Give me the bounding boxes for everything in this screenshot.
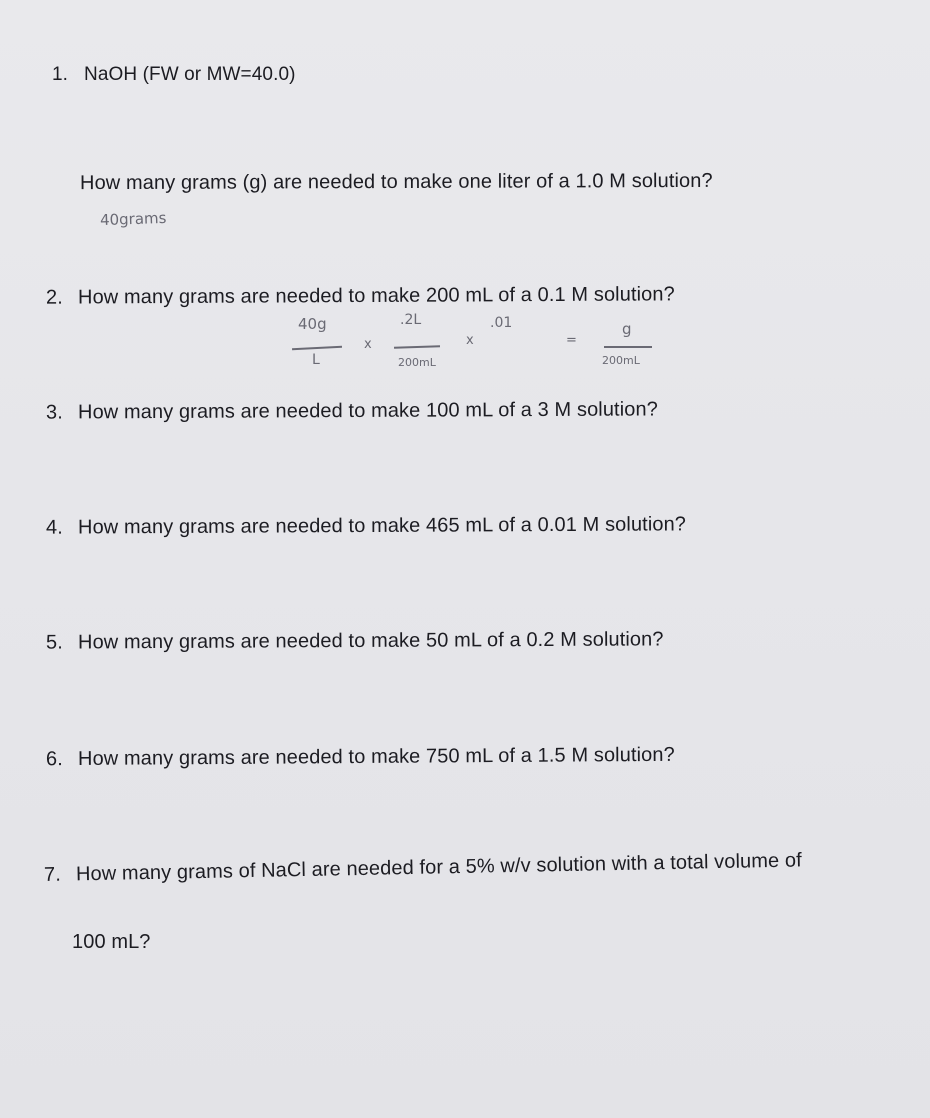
question-text: How many grams are needed to make 200 mL of a 0.1 M solution? [77,283,675,309]
times-sign-2: x [466,333,474,348]
question-3 [46,398,658,424]
times-sign-1: x [364,337,372,352]
question-text: How many grams are needed to make 465 mL of a 0.01 M solution? [77,513,687,539]
equals-sign: = [566,333,577,348]
result-denominator: 200mL [602,354,640,367]
question-number: 7. [43,863,62,886]
header-text: NaOH (FW or MW=40.0) [84,64,296,85]
question-text: How many grams are needed to make 100 mL of a 3 M solution? [77,398,658,424]
question-5 [46,628,664,654]
question-2 [46,283,675,309]
result-bar [604,346,652,348]
question-number: 5. [45,631,63,654]
factor-value: .01 [490,315,513,331]
worksheet-header [52,64,296,86]
question-1 [80,170,713,195]
header-number: 1. [52,64,69,85]
question-4 [46,513,686,539]
fraction-1-numerator: 40g [298,315,327,333]
question-number: 4. [45,516,63,539]
fraction-1-bar [292,346,342,350]
question-text: How many grams are needed to make 50 mL of a 0.2 M solution? [77,628,664,654]
fraction-2-denominator: 200mL [398,356,436,369]
question-text: How many grams of NaCl are needed for a 5% w/v solution with a total volume of [75,849,802,886]
fraction-2-numerator: .2L [400,312,422,328]
fraction-2-bar [394,345,440,348]
question-number: 6. [45,748,63,771]
question-number: 3. [45,401,63,424]
question-7-continuation: 100 mL? [72,931,151,953]
fraction-1-denominator: L [312,352,320,368]
question-text: How many grams are needed to make 750 mL of a 1.5 M solution? [77,743,675,770]
question-6 [46,744,675,771]
handwritten-answer-1: 40grams [99,208,167,230]
question-7 [44,849,802,887]
question-number: 2. [45,286,63,309]
result-numerator: g [622,320,632,338]
question-text: How many grams (g) are needed to make one liter of a 1.0 M solution? [79,169,713,195]
